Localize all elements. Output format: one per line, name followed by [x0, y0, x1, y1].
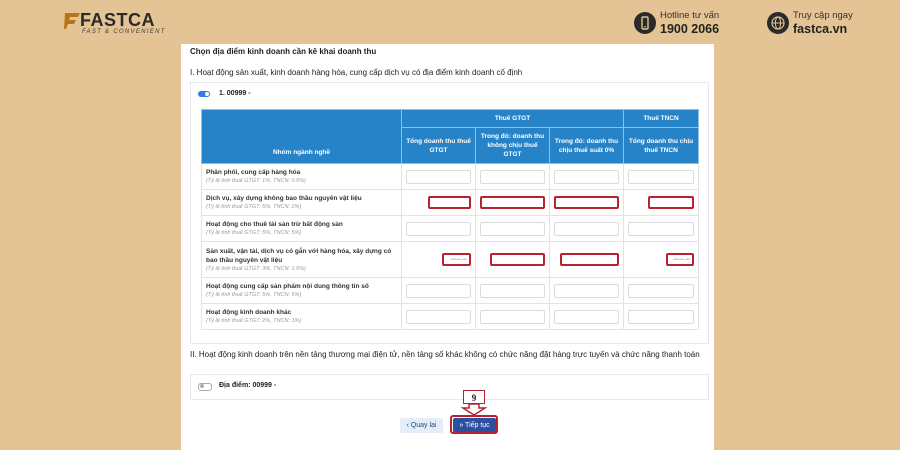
row-name: Hoạt động kinh doanh khác: [206, 309, 292, 316]
row-rate: (Tỷ lệ tính thuế GTGT: 5%, TNCN: 2%): [206, 204, 302, 210]
input-vat-taxable[interactable]: [480, 170, 545, 184]
input-pit-total[interactable]: [628, 170, 694, 184]
input-vat-taxable[interactable]: [480, 222, 545, 236]
phone-icon: [634, 12, 656, 34]
input-vat-taxable[interactable]: [480, 310, 545, 324]
input-pit-total[interactable]: [628, 310, 694, 324]
input-vat-zero[interactable]: [554, 196, 619, 209]
continue-button-label: Tiếp tục: [465, 422, 490, 429]
input-pit-total[interactable]: [628, 222, 694, 236]
input-vat-total[interactable]: [406, 284, 471, 298]
site-header: [0, 0, 900, 44]
revenue-table: [201, 109, 699, 330]
logo-tagline: FAST & CONVENIENT: [82, 29, 166, 35]
hotline-label: Hotline tư vấn: [660, 10, 720, 21]
row-rate: (Tỷ lệ tính thuế GTGT: 2%, TNCN: 1%): [206, 318, 302, 324]
website-url: fastca.vn: [793, 22, 848, 36]
col-header-category: Nhóm ngành nghề: [202, 110, 402, 164]
input-vat-zero[interactable]: [554, 222, 619, 236]
input-vat-total[interactable]: *******,***: [442, 253, 471, 266]
form-heading: Chọn địa điểm kinh doanh cần kê khai doanh thu: [190, 47, 377, 56]
step-badge: 9: [463, 390, 485, 404]
back-button-label: Quay lại: [410, 422, 437, 429]
col-group-vat: Thuế GTGT: [402, 110, 624, 128]
col-header-vat-zero: Trong đó: doanh thu chịu thuế suất 0%: [550, 128, 624, 164]
table-row: [202, 278, 699, 304]
col-group-pit: Thuế TNCN: [624, 110, 699, 128]
globe-icon: [767, 12, 789, 34]
row-rate: (Tỷ lệ tính thuế GTGT: 5%, TNCN: 5%): [206, 230, 302, 236]
table-row: [202, 216, 699, 242]
location-1-toggle[interactable]: [198, 91, 210, 97]
row-name: Hoạt động cho thuê tài sản trừ bất động sản: [206, 221, 343, 228]
row-name-line-2: bao thầu nguyên vật liệu: [206, 256, 283, 264]
input-vat-taxable[interactable]: [490, 253, 545, 266]
input-vat-zero[interactable]: [554, 310, 619, 324]
row-rate: (Tỷ lệ tính thuế GTGT: 3%, TNCN: 1.5%): [206, 265, 306, 272]
website-label: Truy cập ngay: [793, 10, 853, 21]
col-header-vat-taxable: Trong đó: doanh thu không chịu thuế GTGT: [476, 128, 550, 164]
continue-button-highlight: [450, 415, 498, 434]
location-2-toggle[interactable]: [198, 383, 212, 391]
input-vat-total[interactable]: [406, 310, 471, 324]
input-vat-zero[interactable]: [554, 170, 619, 184]
row-name: Phân phối, cung cấp hàng hóa: [206, 169, 301, 176]
input-pit-total[interactable]: [648, 196, 694, 209]
table-row: [202, 164, 699, 190]
logo-name: FASTCA: [80, 10, 155, 30]
input-vat-zero[interactable]: [554, 284, 619, 298]
table-row: [202, 242, 699, 278]
row-rate: (Tỷ lệ tính thuế GTGT: 5%, TNCN: 5%): [206, 292, 302, 298]
table-row: [202, 190, 699, 216]
double-chevron-right-icon: »: [459, 422, 464, 429]
input-vat-total[interactable]: [406, 170, 471, 184]
input-vat-taxable[interactable]: [480, 196, 545, 209]
input-vat-zero[interactable]: [560, 253, 619, 266]
row-rate: (Tỷ lệ tính thuế GTGT: 1%, TNCN: 0.5%): [206, 178, 306, 184]
input-vat-taxable[interactable]: [480, 284, 545, 298]
location-2-label: Địa điểm: 00999 -: [219, 382, 277, 389]
input-pit-total[interactable]: *******,***: [666, 253, 694, 266]
input-pit-total[interactable]: [628, 284, 694, 298]
chevron-left-icon: ‹: [406, 422, 409, 429]
section-2-title: II. Hoạt động kinh doanh trên nền tảng thương mại điện tử, nền tảng số khác không có chức năng đặt hàng trực tuyến và chức năng thanh toán: [190, 350, 700, 359]
location-1-label: 1. 00999 -: [219, 90, 251, 97]
row-name-line-1: Sản xuất, vận tải, dịch vụ có gắn với hàng hóa, xây dựng có: [206, 247, 392, 255]
table-row: [202, 304, 699, 330]
row-name: Hoạt động cung cấp sản phẩm nội dung thông tin số: [206, 283, 369, 290]
hotline-number: 1900 2066: [660, 22, 720, 36]
back-button[interactable]: [400, 418, 443, 433]
col-header-vat-total: Tổng doanh thu thuế GTGT: [402, 128, 476, 164]
col-header-pit-total: Tổng doanh thu chịu thuế TNCN: [624, 128, 699, 164]
section-1-title: I. Hoạt động sản xuất, kinh doanh hàng hóa, cung cấp dịch vụ có địa điểm kinh doanh cố định: [190, 68, 523, 77]
row-name: Dịch vụ, xây dựng không bao thầu nguyên vật liệu: [206, 195, 362, 202]
input-vat-total[interactable]: [406, 222, 471, 236]
input-vat-total[interactable]: [428, 196, 471, 209]
